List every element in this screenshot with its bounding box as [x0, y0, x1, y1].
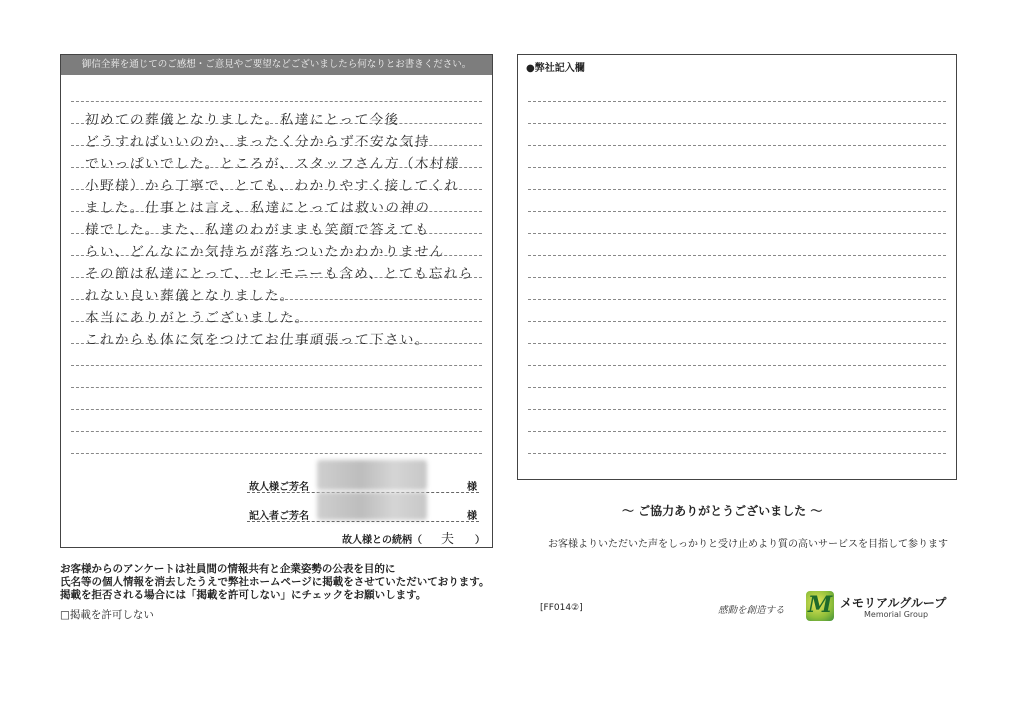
thanks-subtitle: お客様よりいただいた声をしっかりと受け止めより質の高いサービスを目指して参ります	[548, 539, 948, 550]
ruled-line	[528, 277, 946, 278]
ruled-line	[528, 387, 946, 388]
handwritten-line: 初めての葬儀となりました。私達にとって今後	[84, 112, 401, 128]
logo-tagline: 感動を創造する	[718, 605, 785, 616]
handwritten-line: でいっぱいでした。ところが、スタッフさん方（木村様	[84, 156, 461, 172]
deceased-honorific: 様	[467, 482, 477, 493]
company-notes-label: ●弊社記入欄	[526, 63, 585, 74]
ruled-line	[528, 255, 946, 256]
thanks-title: ～ ご協力ありがとうございました ～	[622, 504, 823, 518]
ruled-line	[71, 431, 482, 432]
ruled-line	[71, 387, 482, 388]
no-publish-checkbox[interactable]: □掲載を許可しない	[60, 609, 154, 621]
writer-honorific: 様	[467, 511, 477, 522]
ruled-line	[528, 211, 946, 212]
handwritten-line: その節は私達にとって、セレモニーも含め、とても忘れら	[84, 266, 475, 282]
handwritten-line: これからも体に気をつけてお仕事頑張って下さい。	[84, 332, 431, 348]
handwritten-line: ました。仕事とは言え、私達にとっては救いの神の	[84, 200, 431, 216]
logo-letter: M	[807, 592, 833, 618]
form-code: [FF014②]	[540, 603, 583, 613]
ruled-line	[528, 145, 946, 146]
ruled-line	[528, 343, 946, 344]
writer-name-redacted	[317, 492, 427, 520]
ruled-line	[71, 453, 482, 454]
ruled-line	[71, 409, 482, 410]
notice-line: 氏名等の個人情報を消去したうえで弊社ホームページに掲載をさせていただいております。	[60, 576, 490, 588]
notice-line: 掲載を拒否される場合には「掲載を許可しない」にチェックをお願いします。	[60, 589, 427, 601]
handwritten-line: れない良い葬儀となりました。	[84, 288, 296, 304]
ruled-line	[528, 321, 946, 322]
ruled-line	[528, 299, 946, 300]
ruled-line	[528, 189, 946, 190]
ruled-line	[71, 101, 482, 102]
writer-name-line	[247, 521, 479, 522]
handwritten-line: どうすればいいのか、まったく分からず不安な気持	[84, 134, 431, 150]
ruled-line	[528, 365, 946, 366]
relation-close: ）	[475, 535, 485, 546]
handwritten-line: 小野様）から丁寧で、とても、わかりやすく接してくれ	[84, 178, 461, 194]
deceased-name-label: 故人様ご芳名	[249, 482, 309, 493]
ruled-line	[71, 365, 482, 366]
memorial-logo-icon	[806, 591, 834, 621]
company-notes-box	[517, 54, 957, 480]
logo-subtitle: Memorial Group	[864, 610, 929, 619]
ruled-line	[528, 409, 946, 410]
comment-box	[60, 54, 493, 548]
deceased-name-redacted	[317, 460, 427, 490]
logo-name: メモリアルグループ	[840, 596, 947, 610]
ruled-line	[528, 233, 946, 234]
notice-line: お客様からのアンケートは社員間の情報共有と企業姿勢の公表を目的に	[60, 563, 396, 575]
ruled-line	[528, 123, 946, 124]
relation-label: 故人様との続柄（	[342, 535, 422, 546]
writer-name-label: 記入者ご芳名	[249, 511, 309, 522]
ruled-line	[528, 453, 946, 454]
relation-value: 夫	[441, 532, 455, 547]
handwritten-line: らい、どんなにか気持ちが落ちついたかわかりません	[84, 244, 446, 260]
ruled-line	[528, 167, 946, 168]
comment-box-header: 御信全葬を通じてのご感想・ご意見やご要望などございましたら何なりとお書きください。	[61, 55, 492, 75]
handwritten-line: 様でした。また、私達のわがままも笑顔で答えても	[84, 222, 431, 238]
ruled-line	[528, 101, 946, 102]
handwritten-line: 本当にありがとうございました。	[84, 310, 311, 326]
ruled-line	[528, 431, 946, 432]
